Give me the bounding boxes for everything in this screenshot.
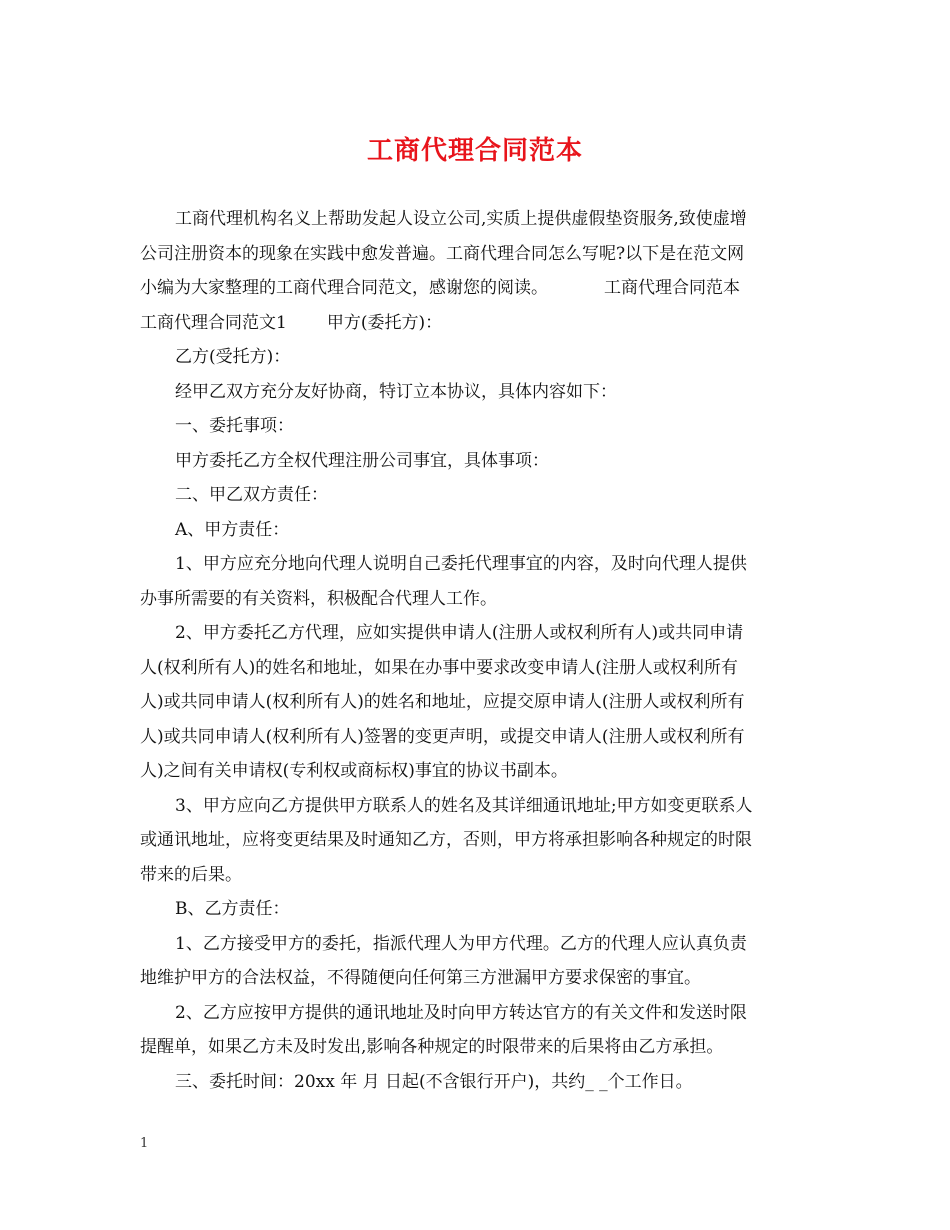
- clause-a2-line-2: 人(权利所有人)的姓名和地址，如果在办事中要求改变申请人(注册人或权利所有: [140, 657, 738, 678]
- page-number: 1: [140, 1136, 149, 1151]
- section-2b-heading: B、乙方责任：: [175, 899, 290, 919]
- section-2-heading: 二、甲乙双方责任：: [175, 485, 328, 505]
- intro-line-3-text: 小编为大家整理的工商代理合同范文，感谢您的阅读。: [140, 278, 548, 298]
- intro-line-1: 工商代理机构名义上帮助发起人设立公司,实质上提供虚假垫资服务,致使虚增: [175, 209, 747, 229]
- clause-a3-line-1: 3、甲方应向乙方提供甲方联系人的姓名及其详细通讯地址;甲方如变更联系人: [175, 795, 753, 816]
- clause-a3-line-3: 带来的后果。: [140, 864, 242, 885]
- contract-header-line: [140, 306, 812, 341]
- clause-b1-line-1: 1、乙方接受甲方的委托，指派代理人为甲方代理。乙方的代理人应认真负责: [175, 933, 747, 954]
- party-b-label: 乙方(受托方)：: [175, 347, 291, 367]
- clause-b2-line-1: 2、乙方应按甲方提供的通讯地址及时向甲方转达官方的有关文件和发送时限: [175, 1002, 747, 1023]
- party-a-label: 甲方(委托方)：: [326, 312, 443, 333]
- agreement-line: 经甲乙双方充分友好协商，特订立本协议，具体内容如下：: [175, 381, 617, 402]
- section-1-heading: 一、委托事项：: [175, 416, 294, 436]
- clause-a2-line-3: 人)或共同申请人(权利所有人)的姓名和地址，应提交原申请人(注册人或权利所有: [140, 692, 745, 712]
- contract-number: 工商代理合同范文1: [140, 312, 287, 333]
- intro-line-3: [140, 271, 812, 306]
- clause-b2-line-2: 提醒单，如果乙方未及时发出,影响各种规定的时限带来的后果将由乙方承担。: [140, 1037, 724, 1057]
- document-title: 工商代理合同范本: [366, 136, 583, 166]
- clause-a2-line-4: 人)或共同申请人(权利所有人)签署的变更声明，或提交申请人(注册人或权利所有: [140, 726, 745, 747]
- document-body: [140, 202, 812, 1099]
- clause-a1-line-1: 1、甲方应充分地向代理人说明自己委托代理事宜的内容，及时向代理人提供: [175, 554, 747, 574]
- inline-heading: 工商代理合同范本: [604, 278, 740, 298]
- section-2a-heading: A、甲方责任：: [175, 519, 290, 540]
- intro-line-2: 公司注册资本的现象在实践中愈发普遍。工商代理合同怎么写呢?以下是在范文网: [140, 243, 745, 264]
- section-3-line: 三、委托时间：20xx 年 月 日起(不含银行开户)，共约_ _个工作日。: [175, 1071, 693, 1092]
- clause-a1-line-2: 办事所需要的有关资料，积极配合代理人工作。: [140, 588, 497, 609]
- section-1-text: 甲方委托乙方全权代理注册公司事宜，具体事项：: [175, 450, 549, 471]
- clause-a2-line-1: 2、甲方委托乙方代理，应如实提供申请人(注册人或权利所有人)或共同申请: [175, 623, 744, 643]
- clause-a2-line-5: 人)之间有关申请权(专利权或商标权)事宜的协议书副本。: [140, 761, 568, 781]
- clause-b1-line-2: 地维护甲方的合法权益，不得随便向任何第三方泄漏甲方要求保密的事宜。: [140, 968, 701, 988]
- clause-a3-line-2: 或通讯地址，应将变更结果及时通知乙方，否则，甲方将承担影响各种规定的时限: [140, 830, 752, 850]
